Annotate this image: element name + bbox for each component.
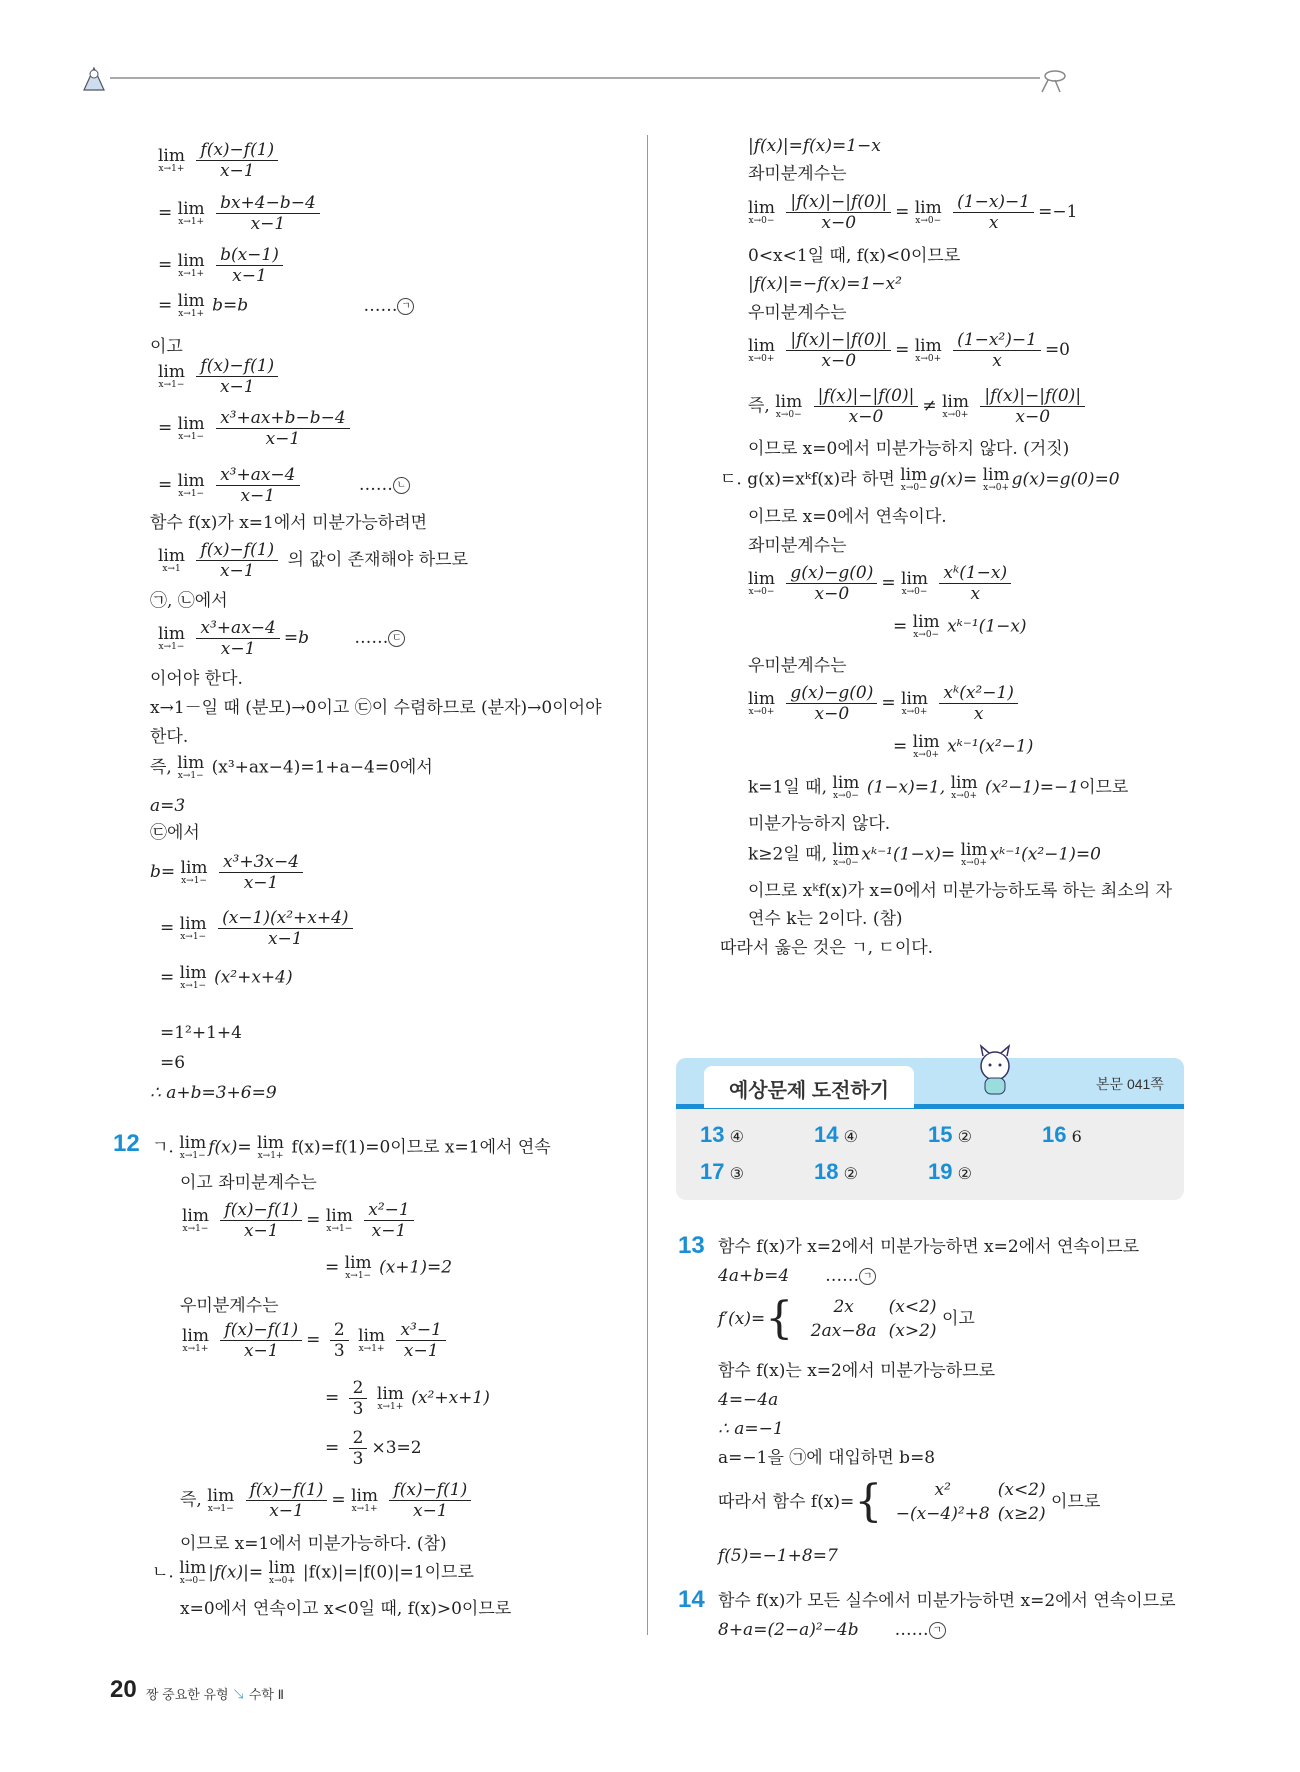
eq-step: = lim x→1− (x²+x+4) [160, 963, 293, 991]
text-line: |f(x)|=−f(x)=1−x² [748, 274, 902, 294]
eq-step: = lim x→1+ b=b …… ㄱ [158, 293, 414, 319]
text-line: f(5)=−1+8=7 [718, 1546, 838, 1566]
text-line: ㉠, ㉡에서 [150, 591, 228, 611]
text-line: 미분가능하지 않다. [748, 814, 891, 834]
text-line: 이고 좌미분계수는 [180, 1173, 317, 1193]
eq-step: = lim x→1− $\frac{\text{x³+ax+b−b−4}}{x-1}$ [158, 408, 354, 449]
eq-step: = lim x→0− xᵏ⁻¹(1−x) [893, 612, 1027, 640]
answer-item-13: 13 ④ [700, 1122, 744, 1147]
answer-item-17: 17 ③ [700, 1159, 744, 1184]
header-rule [80, 60, 1080, 100]
text-line: 이므로 xᵏf(x)가 x=0에서 미분가능하도록 하는 최소의 자 [748, 881, 1173, 901]
lim-operator: lim x→1+ [158, 145, 185, 174]
question-number: 12 [113, 1130, 140, 1157]
piecewise-function: 따라서 함수 f(x)={ x² (x<2) −(x−4)²+8 (x≥2) 이므로 [718, 1476, 1101, 1527]
eq-step: 즉, lim x→0− $\frac{|f(x)|-|f(0)|}{x-0}$ ≠ lim x→0+ $\frac{|f(x)|-|f(0)|}{x-0}$ [748, 386, 1089, 427]
eq-step: = $\frac{2}{3}$ ×3=2 [325, 1428, 422, 1469]
text-line: ∴ a=−1 [718, 1419, 784, 1439]
text-line: 우미분계수는 [748, 656, 847, 676]
column-divider [647, 135, 648, 1635]
text-line: ㄴ. lim x→0− |f(x)|= lim x→0+ |f(x)|=|f(0)|=1이므로 [152, 1558, 474, 1586]
eq-step: lim x→0− $\frac{g(x)-g(0)}{x-0}$ = lim x→0− $\frac{\text{xᵏ(1−x)}}{x}$ [748, 563, 1015, 604]
page-number: 20 [110, 1676, 137, 1703]
text-line: ㄷ. g(x)=xᵏf(x)라 하면 lim x→0− g(x)= lim x→0+ g(x)=g(0)=0 [720, 465, 1120, 493]
text-line: 연수 k는 2이다. (참) [748, 909, 903, 929]
eq-step: lim x→1− $\frac{f(x)-f(1)}{x-1}$ = lim x→1− $\frac{\text{x²−1}}{x-1}$ [182, 1200, 418, 1241]
eq-step: = lim x→1− $\frac{\text{(x−1)(x²+x+4)}}{x-1}$ [160, 908, 357, 949]
text-line: |f(x)|=f(x)=1−x [748, 136, 881, 156]
text-line: =6 [160, 1053, 186, 1073]
text-line: 함수 f(x)는 x=2에서 미분가능하므로 [718, 1361, 996, 1381]
eq-lim-frac: lim x→1− $\frac{\text{x³+ax−4}}{x-1}$ =b …… ㄷ [158, 618, 405, 659]
text-line: x→1－일 때 (분모)→0이고 ㉢이 수렴하므로 (분자)→0이어야 [150, 698, 602, 718]
answer-item-14: 14 ④ [814, 1122, 858, 1147]
text-line: 이고 [150, 337, 183, 357]
eq-step: b= lim x→1− $\frac{\text{x³+3x−4}}{x-1}$ [150, 852, 307, 893]
eq-step: = lim x→0+ xᵏ⁻¹(x²−1) [893, 732, 1034, 760]
eq-step: = lim x→1+ $\frac{b(x-1)}{x-1}$ [158, 245, 287, 286]
text-line: 0<x<1일 때, f(x)<0이므로 [748, 246, 961, 266]
text-line: 우미분계수는 [180, 1296, 279, 1316]
text-line: 좌미분계수는 [748, 164, 847, 184]
answer-box [676, 1058, 1184, 1200]
eq-step: = lim x→1− $\frac{\text{x³+ax−4}}{x-1}$ …… ㄴ [158, 465, 410, 506]
eq-step: lim x→1+ $\frac{f(x)-f(1)}{x-1}$ = $\frac{2}{3}$ lim x→1+ $\frac{\text{x³−1}}{x-1}$ [182, 1320, 450, 1361]
answer-item-19: 19 ② [928, 1159, 972, 1184]
cond-text: 의 값이 존재해야 하므로 [287, 550, 469, 570]
text-line: k≥2일 때, lim x→0− xᵏ⁻¹(1−x)= lim x→0+ xᵏ⁻¹(x²−1)=0 [748, 840, 1101, 868]
text-line: x=0에서 연속이고 x<0일 때, f(x)>0이므로 [180, 1599, 512, 1619]
text-line: 이어야 한다. [150, 669, 243, 689]
question-number: 14 [678, 1586, 705, 1613]
text-line: 4a+b=4 …… ㄱ [718, 1265, 876, 1287]
text-line: 좌미분계수는 [748, 536, 847, 556]
text-line: ∴ a+b=3+6=9 [150, 1083, 277, 1103]
text-line: 이므로 x=0에서 미분가능하지 않다. (거짓) [748, 439, 1070, 459]
eq-lim-frac: lim x→1− $\frac{f(x)-f(1)}{x-1}$ [158, 356, 282, 397]
eq-lim-frac: lim x→1 $\frac{f(x)-f(1)}{x-1}$ 의 값이 존재해야 하므로 [158, 540, 469, 581]
text-line: ㄱ. lim x→1− f(x)= lim x→1+ f(x)=f(1)=0이므로 x=1에서 연속 [152, 1133, 551, 1161]
cat-mascot-icon [84, 68, 104, 90]
text-line: a=−1을 ㉠에 대입하면 b=8 [718, 1448, 936, 1468]
text-line: 한다. [150, 727, 189, 747]
text-line: a=3 [150, 796, 186, 816]
answer-item-16: 16 6 [1042, 1122, 1082, 1147]
eq-step: 즉, lim x→1− $\frac{f(x)-f(1)}{x-1}$ = lim x→1+ $\frac{f(x)-f(1)}{x-1}$ [180, 1480, 475, 1521]
answer-item-18: 18 ② [814, 1159, 858, 1184]
answer-box-ref: 본문 041쪽 [1096, 1076, 1164, 1092]
eq-lim-frac: lim x→1+ $\frac{f(x)-f(1)}{x-1}$ [158, 140, 282, 181]
text-line: 함수 f(x)가 x=2에서 미분가능하면 x=2에서 연속이므로 [718, 1237, 1140, 1257]
piecewise-derivative: f′(x)={ 2x (x<2) 2ax−8a (x>2) 이고 [718, 1293, 975, 1344]
text-line: 따라서 옳은 것은 ㄱ, ㄷ이다. [720, 938, 934, 958]
text-line: 4=−4a [718, 1390, 779, 1410]
text-line: 이므로 x=0에서 연속이다. [748, 507, 947, 527]
eq-step: = lim x→1+ $\frac{bx+4-b-4}{x-1}$ [158, 193, 324, 234]
cat-mascot-icon [965, 1040, 1025, 1098]
answer-box-title: 예상문제 도전하기 [728, 1080, 890, 1102]
answer-item-15: 15 ② [928, 1122, 972, 1147]
eq-step: lim x→0− $\frac{|f(x)|-|f(0)|}{x-0}$ = lim x→0− $\frac{(1-x)-1}{x}$ =−1 [748, 192, 1078, 233]
question-number: 13 [678, 1232, 705, 1259]
text-line: 우미분계수는 [748, 303, 847, 323]
text-line: 즉, lim x→1− (x³+ax−4)=1+a−4=0에서 [150, 753, 433, 781]
text-line: ㉢에서 [150, 823, 200, 843]
text-line: 이므로 x=1에서 미분가능하다. (참) [180, 1534, 447, 1554]
text-line: =1²+1+4 [160, 1023, 242, 1043]
eq-step: = lim x→1− (x+1)=2 [325, 1253, 453, 1281]
eq-step: lim x→0+ $\frac{|f(x)|-|f(0)|}{x-0}$ = lim x→0+ $\frac{\text{(1−x²)−1}}{x}$ =0 [748, 330, 1070, 371]
text-line: 함수 f(x)가 x=1에서 미분가능하려면 [150, 513, 428, 533]
eq-step: lim x→0+ $\frac{g(x)-g(0)}{x-0}$ = lim x→0+ $\frac{\text{xᵏ(x²−1)}}{x}$ [748, 683, 1022, 724]
eq-step: = $\frac{2}{3}$ lim x→1+ (x²+x+1) [325, 1378, 490, 1419]
text-line: 8+a=(2−a)²−4b …… ㄱ [718, 1619, 946, 1641]
bow-icon [1042, 71, 1065, 92]
text-line: k=1일 때, lim x→0− (1−x)=1, lim x→0+ (x²−1)=−1이므로 [748, 773, 1129, 801]
text-line: 함수 f(x)가 모든 실수에서 미분가능하면 x=2에서 연속이므로 [718, 1591, 1176, 1611]
arrow-icon: ↘ [232, 1687, 246, 1702]
footer-book-title: 짱 중요한 유형 ↘ 수학 Ⅱ [146, 1687, 284, 1702]
